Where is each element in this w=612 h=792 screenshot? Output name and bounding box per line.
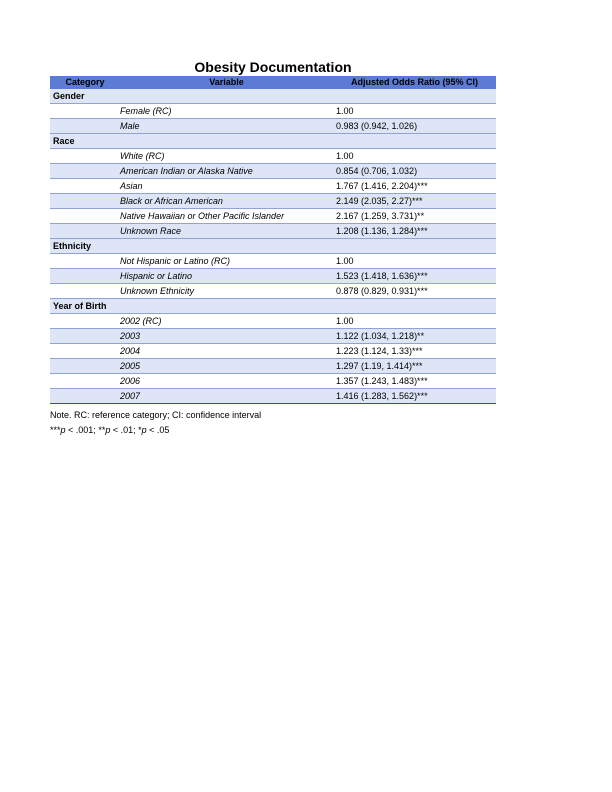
odds-ratio-cell: 0.854 (0.706, 1.032) (333, 164, 496, 179)
category-cell (50, 284, 120, 299)
variable-cell: American Indian or Alaska Native (120, 164, 333, 179)
sig-stars: *** (50, 425, 61, 435)
variable-cell: 2006 (120, 374, 333, 389)
variable-cell: 2007 (120, 389, 333, 404)
header-category: Category (50, 76, 120, 89)
odds-ratio-cell: 1.122 (1.034, 1.218)** (333, 329, 496, 344)
document (50, 58, 496, 438)
sig-threshold: < .001; (65, 425, 99, 435)
variable-cell: White (RC) (120, 149, 333, 164)
table-body (50, 89, 496, 404)
table-row (50, 104, 496, 119)
table-row (50, 344, 496, 359)
table-row (50, 359, 496, 374)
category-cell (50, 149, 120, 164)
table-row (50, 149, 496, 164)
sig-threshold: < .01; (110, 425, 139, 435)
group-row (50, 89, 496, 104)
category-cell (50, 209, 120, 224)
odds-ratio-cell: 2.167 (1.259, 3.731)** (333, 209, 496, 224)
odds-ratio-cell: 1.767 (1.416, 2.204)*** (333, 179, 496, 194)
group-label: Year of Birth (50, 299, 496, 314)
table-notes (50, 408, 496, 438)
category-cell (50, 359, 120, 374)
odds-ratio-cell: 1.208 (1.136, 1.284)*** (333, 224, 496, 239)
variable-cell: Native Hawaiian or Other Pacific Islander (120, 209, 333, 224)
variable-cell: Hispanic or Latino (120, 269, 333, 284)
variable-cell: Black or African American (120, 194, 333, 209)
category-cell (50, 329, 120, 344)
odds-ratio-cell: 1.297 (1.19, 1.414)*** (333, 359, 496, 374)
category-cell (50, 194, 120, 209)
note-abbreviations: Note. RC: reference category; CI: confidence interval (50, 410, 262, 420)
group-label: Ethnicity (50, 239, 496, 254)
odds-ratio-cell: 1.523 (1.418, 1.636)*** (333, 269, 496, 284)
category-cell (50, 374, 120, 389)
table-row (50, 284, 496, 299)
odds-ratio-cell: 1.223 (1.124, 1.33)*** (333, 344, 496, 359)
category-cell (50, 389, 120, 404)
category-cell (50, 164, 120, 179)
odds-ratio-cell: 1.357 (1.243, 1.483)*** (333, 374, 496, 389)
variable-cell: 2003 (120, 329, 333, 344)
table-row (50, 314, 496, 329)
odds-ratio-cell: 1.00 (333, 254, 496, 269)
header-variable: Variable (120, 76, 333, 89)
group-label: Gender (50, 89, 496, 104)
table-row (50, 329, 496, 344)
table-row (50, 164, 496, 179)
category-cell (50, 344, 120, 359)
table-row (50, 254, 496, 269)
category-cell (50, 179, 120, 194)
group-row (50, 134, 496, 149)
category-cell (50, 104, 120, 119)
variable-cell: Unknown Race (120, 224, 333, 239)
variable-cell: Not Hispanic or Latino (RC) (120, 254, 333, 269)
header-odds-ratio: Adjusted Odds Ratio (95% CI) (333, 76, 496, 89)
table-row (50, 224, 496, 239)
category-cell (50, 224, 120, 239)
group-row (50, 239, 496, 254)
note-significance (50, 423, 496, 438)
odds-ratio-cell: 0.878 (0.829, 0.931)*** (333, 284, 496, 299)
sig-stars: ** (98, 425, 106, 435)
variable-cell: Unknown Ethnicity (120, 284, 333, 299)
variable-cell: 2005 (120, 359, 333, 374)
category-cell (50, 269, 120, 284)
category-cell (50, 119, 120, 134)
table-header-row (50, 76, 496, 89)
table-title: Obesity Documentation (194, 59, 352, 75)
odds-ratio-cell: 1.416 (1.283, 1.562)*** (333, 389, 496, 404)
sig-p: p (105, 425, 111, 435)
group-label: Race (50, 134, 496, 149)
odds-ratio-cell: 1.00 (333, 104, 496, 119)
sig-p: p (60, 425, 66, 435)
sig-p: p (141, 425, 147, 435)
sig-threshold: < .05 (146, 425, 170, 435)
table-row (50, 374, 496, 389)
odds-ratio-cell: 2.149 (2.035, 2.27)*** (333, 194, 496, 209)
odds-ratio-cell: 0.983 (0.942, 1.026) (333, 119, 496, 134)
table-row (50, 194, 496, 209)
table-row (50, 269, 496, 284)
table-row (50, 179, 496, 194)
category-cell (50, 254, 120, 269)
table-row (50, 209, 496, 224)
variable-cell: Male (120, 119, 333, 134)
table-row (50, 389, 496, 404)
variable-cell: Female (RC) (120, 104, 333, 119)
group-row (50, 299, 496, 314)
odds-ratio-cell: 1.00 (333, 314, 496, 329)
sig-stars: * (138, 425, 142, 435)
table-row (50, 119, 496, 134)
variable-cell: 2004 (120, 344, 333, 359)
odds-ratio-table (50, 76, 496, 404)
category-cell (50, 314, 120, 329)
variable-cell: 2002 (RC) (120, 314, 333, 329)
variable-cell: Asian (120, 179, 333, 194)
odds-ratio-cell: 1.00 (333, 149, 496, 164)
